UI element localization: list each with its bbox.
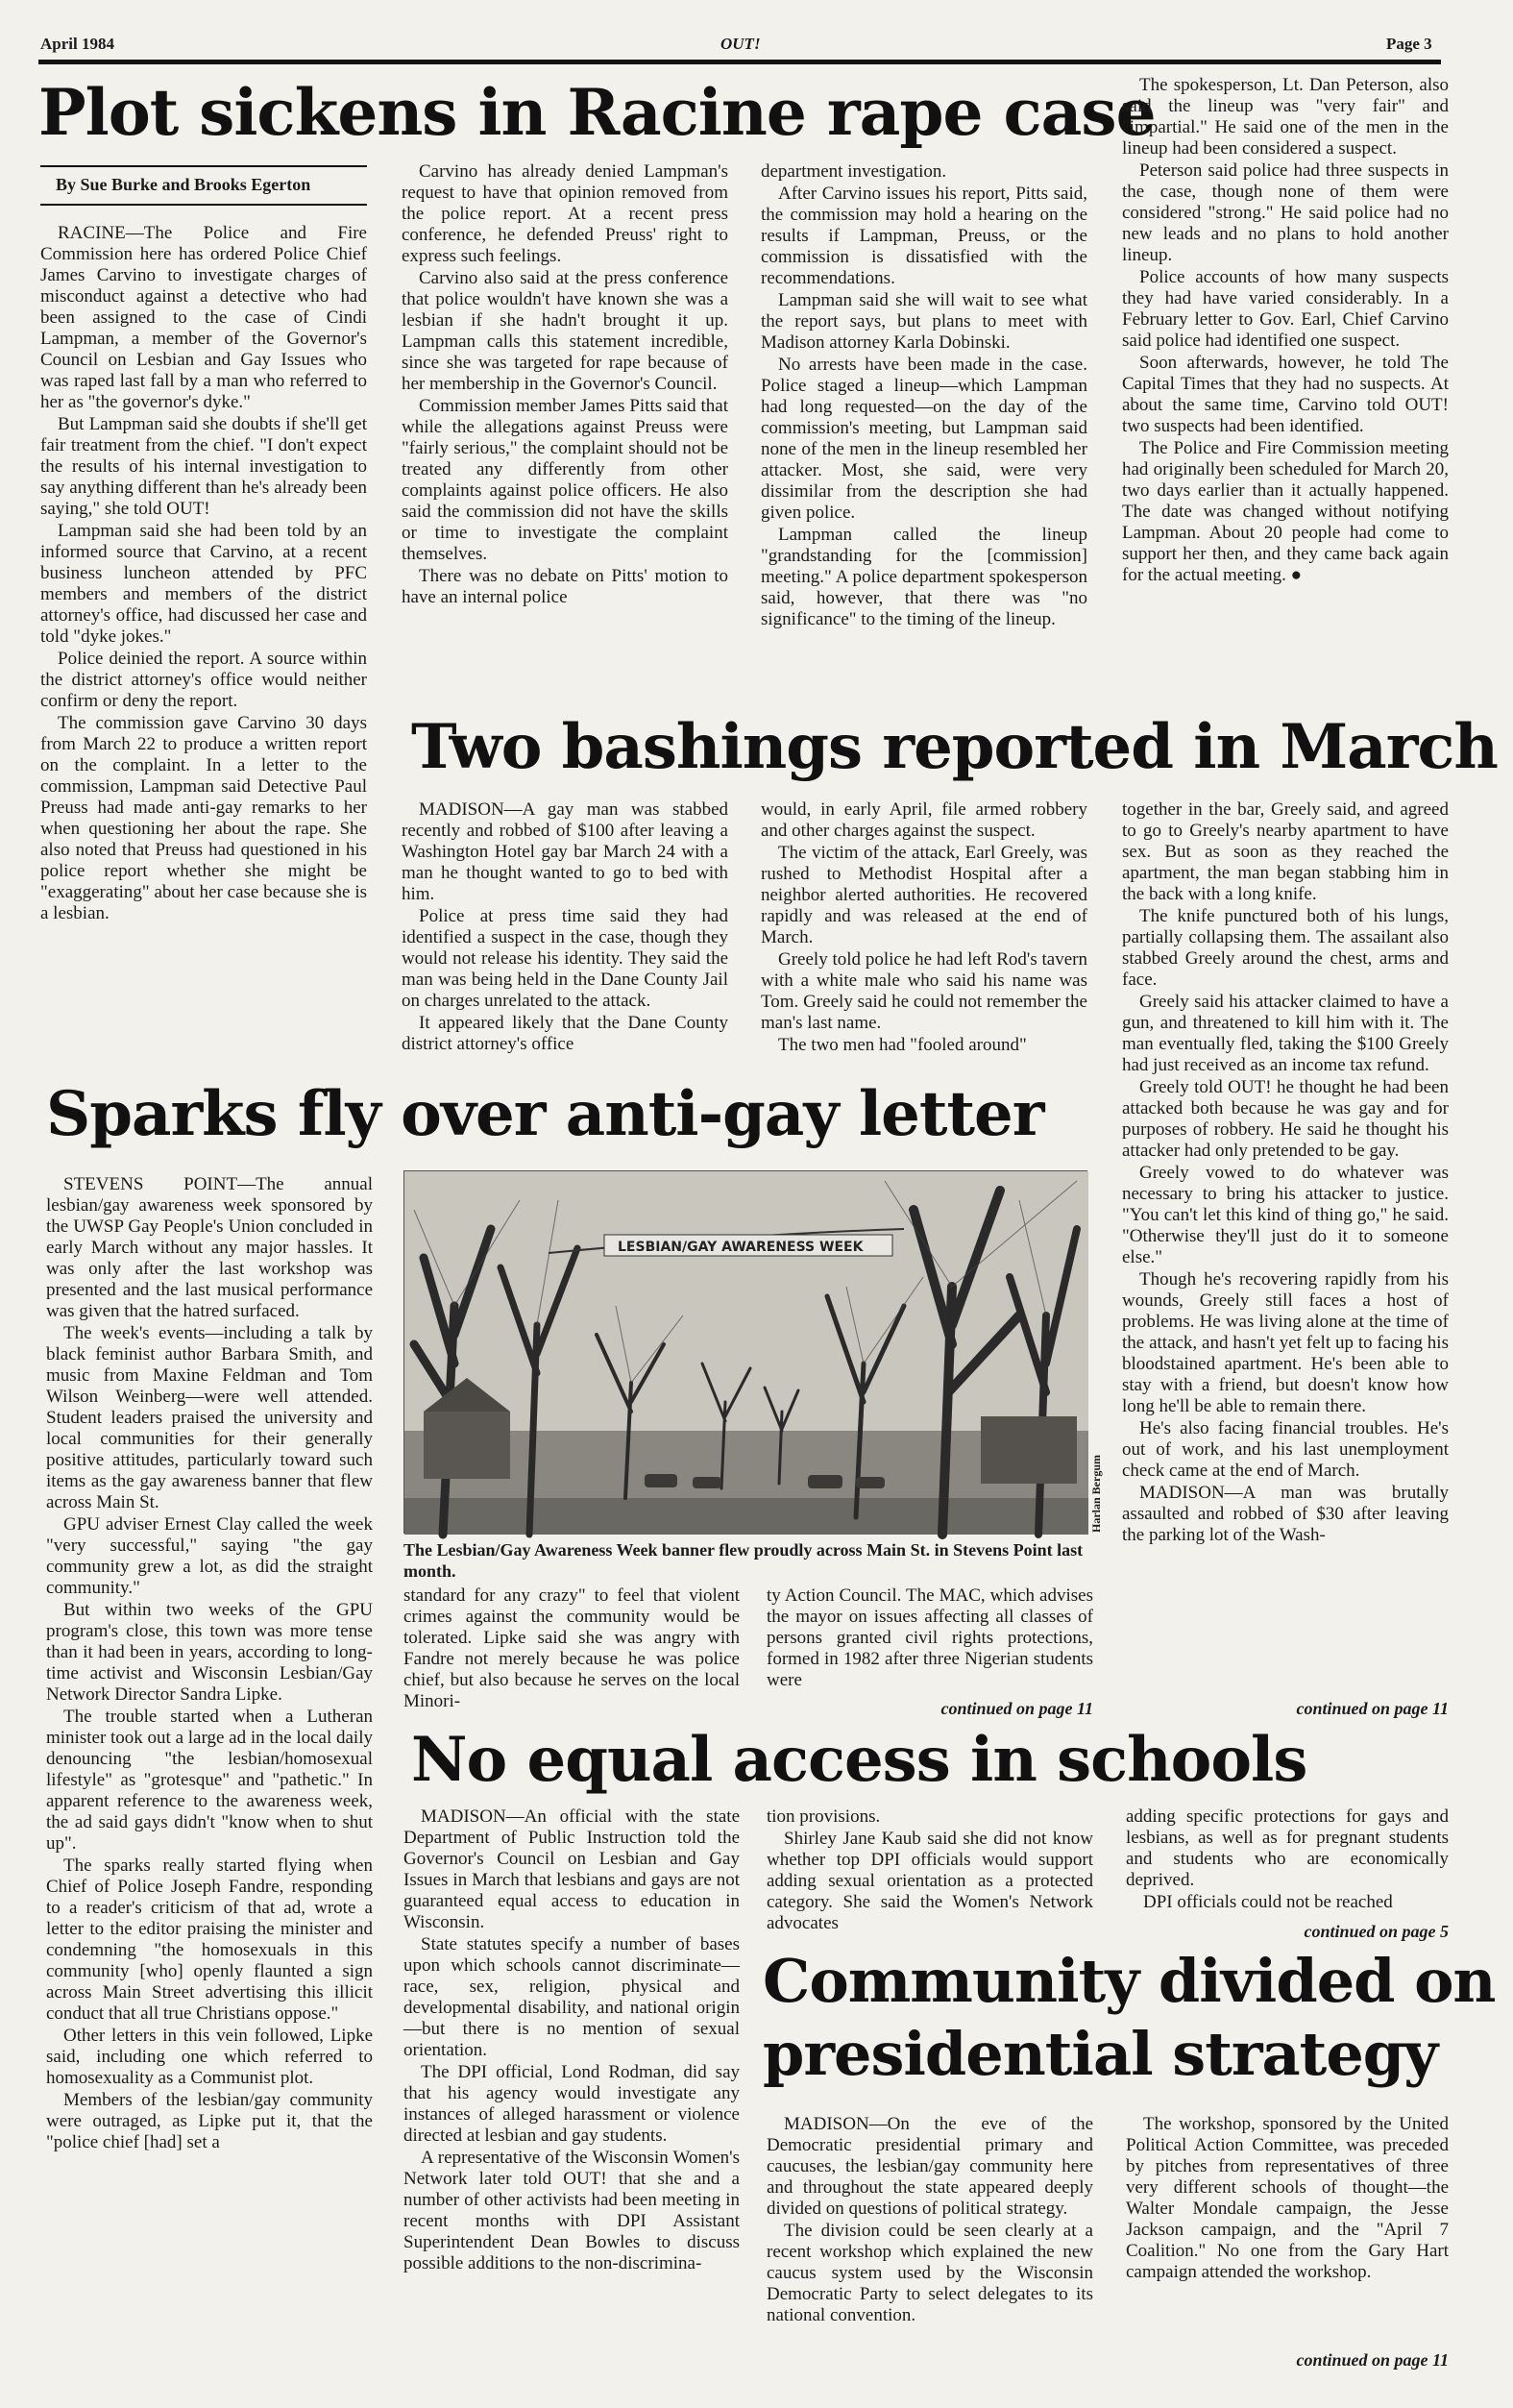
paragraph: GPU adviser Ernest Clay called the week "very successful," saying "the gay community grew a lot, as did the straight community." <box>46 1514 373 1598</box>
paragraph: The trouble started when a Lutheran minister took out a large ad in the local daily denouncing "the lesbian/homosexual lifestyle" as "grotesque" and "pathetic." In apparent reference to the awareness week, the ad said gays didn't "know when to shut up". <box>46 1707 373 1854</box>
paragraph: tion provisions. <box>767 1806 881 1827</box>
paragraph: adding specific protections for gays and lesbians, as well as for pregnant students and students who are economically deprived. <box>1126 1806 1449 1890</box>
paragraph: The DPI official, Lond Rodman, did say that his agency would investigate any instances of alleged harassment or violence directed at lesbian and gay students. <box>403 2062 740 2146</box>
paragraph: Other letters in this vein followed, Lipke said, including one which referred to homosexuality as a Communist plot. <box>46 2026 373 2088</box>
tree-street-image <box>404 1171 1088 1535</box>
paragraph: After Carvino issues his report, Pitts said, the commission may hold a hearing on the results if Lampman, Preuss, or the commission is dissatisfied with the recommendations. <box>761 184 1087 288</box>
headline-sparks: Sparks fly over anti-gay letter <box>46 1078 1044 1150</box>
paragraph: The week's events—including a talk by black feminist author Barbara Smith, and music from Maxine Feldman and Tom Wilson Weinberg—were well attended. Student leaders praised the university and local communities for their generally positive attitudes, particularly toward such items as the gay awareness banner that flew across Main St. <box>46 1323 373 1512</box>
paragraph: He's also facing financial troubles. He's out of work, and his last unemployment check came at the end of March. <box>1122 1418 1449 1481</box>
community-col-2 <box>1126 2114 1449 2345</box>
paragraph: department investigation. <box>761 161 947 182</box>
headline-community-line-2: presidential strategy <box>763 2019 1438 2089</box>
paragraph: But Lampman said she doubts if she'll get fair treatment from the chief. "I don't expect the results of his internal investigation to say anything different than he's already been saying," she told OUT! <box>40 414 367 519</box>
paragraph: RACINE—The Police and Fire Commission here has ordered Police Chief James Carvino to investigate charges of misconduct against a detective who had been assigned to the case of Cindi Lampman, a member of the Governor's Council on Lesbian and Gay Issues who was raped last fall by a man who referred to her as "the governor's dyke." <box>40 223 367 412</box>
bashings-col-2 <box>761 799 1087 1088</box>
paragraph: The sparks really started flying when Chief of Police Joseph Fandre, responding to a reader's criticism of that ad, wrote a letter to the editor praising the minister and condemning "the homosexuals in this community [who] openly flaunted a sign across Main Street advertising this illicit conduct that all true Christians oppose." <box>46 1855 373 2024</box>
paragraph: Peterson said police had three suspects in the case, though none of them were considered "strong." He said police had no new leads and no plans to hold another lineup. <box>1122 160 1449 265</box>
paragraph: No arrests have been made in the case. Police staged a lineup—which Lampman had long requested—on the day of the commission's meeting, but Lampman said none of the men in the lineup resembled her attacker. Most, she said, were very dissimilar from the description she had given police. <box>761 355 1087 523</box>
paragraph: The two men had "fooled around" <box>778 1035 1027 1055</box>
paragraph: The victim of the attack, Earl Greely, was rushed to Methodist Hospital after a neighbor alerted authorities. He recovered rapidly and was released at the end of March. <box>761 843 1087 947</box>
paragraph: Greely told police he had left Rod's tavern with a white male who said his name was Tom. Greely said he could not remember the man's last name. <box>761 949 1087 1033</box>
paragraph: MADISON—A gay man was stabbed recently and robbed of $100 after leaving a Washington Hotel gay bar March 24 with a man he thought wanted to go to bed with him. <box>402 799 728 904</box>
paragraph: DPI officials could not be reached <box>1143 1892 1393 1912</box>
paragraph: MADISON—A man was brutally assaulted and robbed of $30 after leaving the parking lot of the Wash- <box>1122 1483 1449 1545</box>
paragraph: would, in early April, file armed robbery and other charges against the suspect. <box>761 799 1087 841</box>
community-col-1 <box>767 2114 1093 2373</box>
racine-col-1 <box>40 223 367 923</box>
sparks-continued: continued on page 11 <box>940 1699 1093 1718</box>
paragraph: The workshop, sponsored by the United Political Action Committee, was preceded by pitches from representatives of three very different schools of thought—the Walter Mondale campaign, the Jesse Jackson campaign, and the "April 7 Coalition." No one from the Gary Hart campaign attended the workshop. <box>1126 2114 1449 2282</box>
paragraph: Greely vowed to do whatever was necessary to bring his attacker to justice. "You can't let this kind of thing go," he said. "Otherwise they'll just do it to someone else." <box>1122 1163 1449 1267</box>
photo-credit: Harlan Bergum <box>1089 1455 1103 1533</box>
paragraph: Lampman said she will wait to see what the report says, but plans to meet with Madison attorney Karla Dobinski. <box>761 290 1087 353</box>
byline: By Sue Burke and Brooks Egerton <box>56 175 311 194</box>
paragraph: Members of the lesbian/gay community were outraged, as Lipke put it, that the "police chief [had] set a <box>46 2090 373 2152</box>
paragraph: together in the bar, Greely said, and agreed to go to Greely's nearby apartment to have sex. But as soon as they reached the apartment, the man began stabbing him in the back with a long knife. <box>1122 799 1449 904</box>
paragraph: The division could be seen clearly at a recent workshop which explained the new caucus system used by the Wisconsin Democratic Party to select delegates to its national convention. <box>767 2221 1093 2325</box>
headline-bashings: Two bashings reported in March <box>411 711 1498 783</box>
racine-col-2 <box>402 161 728 709</box>
schools-continued: continued on page 5 <box>1304 1922 1449 1941</box>
paragraph: Soon afterwards, however, he told The Capital Times that they had no suspects. At about the same time, Carvino told OUT! two suspects had been identified. <box>1122 353 1449 436</box>
paragraph: Police deinied the report. A source within the district attorney's office would neither confirm or deny the report. <box>40 649 367 711</box>
photo-caption: The Lesbian/Gay Awareness Week banner flew proudly across Main St. in Stevens Point last month. <box>403 1540 1084 1581</box>
paragraph: A representative of the Wisconsin Women's Network later told OUT! that she and a number of other activists had been meeting in recent months with DPI Assistant Superintendent Dean Bowles to discuss possible additions to the non-discrimina- <box>403 2148 740 2273</box>
headline-racine: Plot sickens in Racine rape case <box>38 75 1156 150</box>
sparks-col-3 <box>767 1585 1093 1701</box>
community-continued: continued on page 11 <box>1296 2350 1449 2370</box>
paragraph: Shirley Jane Kaub said she did not know whether top DPI officials would support adding sexual orientation as a protected category. She said the Women's Network advocates <box>767 1829 1093 1933</box>
paragraph: Greely said his attacker claimed to have a gun, and threatened to kill him with it. The man eventually fled, taking the $100 Greely had just received as an income tax refund. <box>1122 992 1449 1075</box>
header-rule <box>38 60 1441 64</box>
page-number: Page 3 <box>1386 35 1432 53</box>
paper-name: OUT! <box>720 35 761 53</box>
headline-community-line-1: Community divided on <box>763 1946 1496 2016</box>
paragraph: The spokesperson, Lt. Dan Peterson, also said the lineup was "very fair" and "impartial." He said one of the men in the lineup had been considered a suspect. <box>1122 75 1449 159</box>
headline-schools: No equal access in schools <box>411 1724 1307 1796</box>
paragraph: standard for any crazy" to feel that violent crimes against the community would be tolerated. Lipke said she was angry with Fandre not merely because he was police chief, but also because he serves on the local Minori- <box>403 1585 740 1711</box>
headline-community <box>763 1945 1496 2091</box>
paragraph: Lampman called the lineup "grandstanding for the [commission] meeting." A police department spokesperson said, however, that there was "no significance" to the timing of the lineup. <box>761 525 1087 629</box>
paragraph: Police at press time said they had identified a suspect in the case, though they would not release his identity. They said the man was being held in the Dane County Jail on charges unrelated to the attack. <box>402 906 728 1011</box>
paragraph: The Police and Fire Commission meeting had originally been scheduled for March 20, two days earlier than it actually happened. The date was changed without notifying Lampman. About 20 people had come to support her then, and they came back again for the actual meeting. ● <box>1122 438 1449 585</box>
byline-rule-bottom <box>40 204 367 206</box>
racine-col-3 <box>761 161 1087 709</box>
paragraph: Police accounts of how many suspects they had have varied considerably. In a February letter to Gov. Earl, Chief Carvino said police had identified one suspect. <box>1122 267 1449 351</box>
bashings-col-3 <box>1122 799 1449 1708</box>
bashings-continued: continued on page 11 <box>1296 1699 1449 1718</box>
paragraph: STEVENS POINT—The annual lesbian/gay awareness week sponsored by the UWSP Gay People's Union concluded in early March without any major hassles. It was only after the last workshop was presented and the last musical performance was given that the hatred surfaced. <box>46 1174 373 1321</box>
schools-col-1 <box>403 1806 740 2370</box>
paragraph: It appeared likely that the Dane County district attorney's office <box>402 1013 728 1054</box>
sparks-col-2 <box>403 1585 740 1722</box>
paragraph: ty Action Council. The MAC, which advises the mayor on issues affecting all classes of persons granted civil rights protections, formed in 1982 after three Nigerian students were <box>767 1585 1093 1690</box>
paragraph: Greely told OUT! he thought he had been attacked both because he was gay and for purposes of robbery. He said he thought his attacker had only pretended to be gay. <box>1122 1077 1449 1161</box>
paragraph: Lampman said she had been told by an informed source that Carvino, at a recent business luncheon attended by PFC members and members of the district attorney's office, had discussed her case and told "dyke jokes." <box>40 521 367 647</box>
paragraph: Carvino has already denied Lampman's request to have that opinion removed from the police report. At a recent press conference, he defended Preuss' right to express such feelings. <box>402 161 728 266</box>
paragraph: Commission member James Pitts said that while the allegations against Preuss were "fairly serious," the complaint should not be treated any differently from other complaints against police officers. He also said the commission did not have the skills or time to investigate the complaint themselves. <box>402 396 728 564</box>
racine-col-4 <box>1122 75 1449 709</box>
schools-col-2 <box>767 1806 1093 1949</box>
issue-date: April 1984 <box>40 35 114 53</box>
paragraph: State statutes specify a number of bases upon which schools cannot discriminate—race, sex, religion, physical and developmental disability, and national origin—but there is no mention of sexual orientation. <box>403 1934 740 2060</box>
schools-col-3 <box>1126 1806 1449 1924</box>
paragraph: The commission gave Carvino 30 days from March 22 to produce a written report on the complaint. In a letter to the commission, Lampman said Detective Paul Preuss had made anti-gay remarks to her when questioning her about the rape. She also noted that Preuss had questioned in his police report whether she might be "exaggerating" about her case because she is a lesbian. <box>40 713 367 923</box>
paragraph: MADISON—On the eve of the Democratic presidential primary and caucuses, the lesbian/gay community here and throughout the state appeared deeply divided on questions of political strategy. <box>767 2114 1093 2219</box>
paragraph: There was no debate on Pitts' motion to have an internal police <box>402 566 728 607</box>
bashings-col-1 <box>402 799 728 1088</box>
paragraph: But within two weeks of the GPU program's close, this town was more tense than it had been in years, according to long-time activist and Wisconsin Lesbian/Gay Network Director Sandra Lipke. <box>46 1600 373 1705</box>
banner-text: LESBIAN/GAY AWARENESS WEEK <box>618 1240 864 1255</box>
banner-photo <box>403 1170 1087 1534</box>
paragraph: Carvino also said at the press conference that police wouldn't have known she was a lesbian if she hadn't brought it up. Lampman calls this statement incredible, since she was targeted for rape because of her membership in the Governor's Council. <box>402 268 728 394</box>
paragraph: MADISON—An official with the state Department of Public Instruction told the Governor's Council on Lesbian and Gay Issues in March that lesbians and gays are not guaranteed equal access to education in Wisconsin. <box>403 1806 740 1932</box>
byline-rule-top <box>40 165 367 167</box>
paragraph: The knife punctured both of his lungs, partially collapsing them. The assailant also stabbed Greely around the chest, arms and face. <box>1122 906 1449 990</box>
paragraph: Though he's recovering rapidly from his wounds, Greely still faces a host of problems. He was living alone at the time of the attack, and hasn't yet felt up to facing his bloodstained apartment. He's been able to stay with a friend, but doesn't know how long he'll be able to remain there. <box>1122 1269 1449 1416</box>
sparks-col-1 <box>46 1174 373 2385</box>
